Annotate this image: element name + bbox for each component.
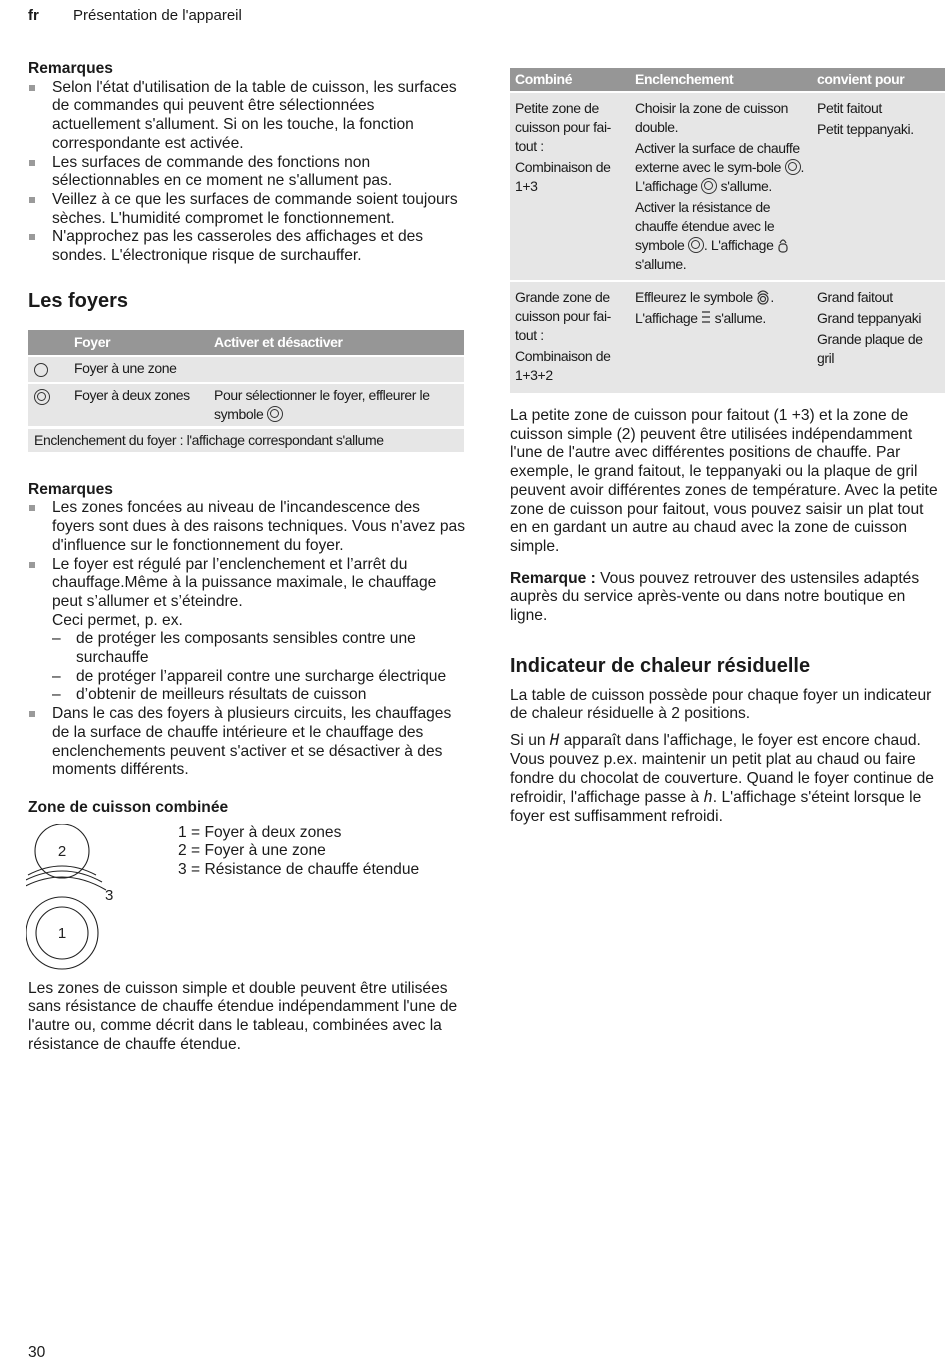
double-ring-display-icon xyxy=(701,178,717,194)
table-row xyxy=(510,281,945,393)
list-item: N'approchez pas les casseroles des affichages et des sondes. L'électronique risque de surchauffer. xyxy=(28,228,465,265)
remarks-list xyxy=(28,79,465,266)
diagram-legend xyxy=(178,824,419,880)
cooking-zone-diagram xyxy=(26,824,136,974)
section-heading-residual: Indicateur de chaleur résiduelle xyxy=(510,654,811,677)
double-ring-icon xyxy=(785,159,801,175)
subsection-title: Zone de cuisson combinée xyxy=(28,798,229,816)
table-row xyxy=(28,383,464,428)
zones-paragraph: La petite zone de cuisson pour faitout (1 +3) et la zone de cuisson simple (2) peuvent être utilisées indépendamment l'une de l'autre avec différentes positions de chauffe. Par exemple, le grand faitout, le teppanyaki ou la plaque de gril peuvent avoir différentes zones de température. Avec la petite zone de cuisson pour faitout, vous pouvez saisir un plat tout en en gardant un autre au chaud avec la zone de cuisson simple. xyxy=(510,407,938,555)
remark-paragraph: Remarque : Vous pouvez retrouver des ustensiles adaptés auprès du service après-vente ou dans notre boutique en ligne. xyxy=(510,569,920,625)
combined-zone-figure xyxy=(28,824,465,974)
double-ring-icon xyxy=(688,237,704,253)
diagram-label-2: 2 xyxy=(57,842,67,860)
legend-item: 3 = Résistance de chauffe étendue xyxy=(178,861,420,879)
foyers-table xyxy=(28,330,464,452)
left-column xyxy=(28,60,465,1055)
table-row xyxy=(28,356,464,383)
list-item: Selon l'état d'utilisation de la table de cuisson, les surfaces de commandes qui peuvent être sélectionnées actuellement s'allument. Si on les touche, la fonction correspondante est activée. xyxy=(28,79,465,154)
diagram-label-3: 3 xyxy=(105,886,114,904)
single-ring-icon xyxy=(34,363,48,377)
header-title: Présentation de l'appareil xyxy=(73,7,242,24)
list-item: – de protéger les composants sensibles contre une surchauffe xyxy=(52,630,465,667)
table-cell: Foyer à une zone xyxy=(68,356,208,383)
remarks-title: Remarques xyxy=(28,480,113,498)
section-heading-foyers: Les foyers xyxy=(28,289,129,312)
list-item: – de protéger l’appareil contre une surcharge électrique xyxy=(52,668,465,687)
triple-bar-display-icon xyxy=(701,310,711,325)
page-number: 30 xyxy=(28,1344,46,1361)
residual-heat-h-glyph: h xyxy=(703,788,713,807)
dash-list xyxy=(52,630,465,705)
page-header xyxy=(28,7,242,24)
table-cell: Petit faitout Petit teppanyaki. xyxy=(812,92,945,281)
combination-table xyxy=(510,68,945,393)
table-header: Enclenchement xyxy=(630,68,812,92)
list-item: Le foyer est régulé par l’enclenchement et l’arrêt du chauffage.Même à la puissance maximale, le chauffage peut s’allumer et s’éteindre. Ceci permet, p. ex. – de protéger les composants sensibles contre une surchauffe – de protéger l’appareil contre une surcharge électrique – d’obtenir de meilleurs résultats de cuisson xyxy=(28,556,465,706)
table-cell: Pour sélectionner le foyer, effleurer le symbole xyxy=(208,383,464,428)
extended-zone-display-icon xyxy=(777,236,789,253)
remarks-title: Remarques xyxy=(28,60,113,77)
diagram-label-1: 1 xyxy=(57,924,67,942)
list-item: Les zones foncées au niveau de l'incandescence des foyers sont dues à des raisons techniques. Vous n'avez pas d'influence sur le fonctionnement du foyer. xyxy=(28,499,465,555)
language-code: fr xyxy=(28,7,39,24)
table-header: Activer et désactiver xyxy=(208,330,464,356)
extended-zone-symbol-icon xyxy=(756,288,770,305)
table-header: Combiné xyxy=(510,68,630,92)
table-cell: Grande zone de cuisson pour fai-tout : Combinaison de 1+3+2 xyxy=(510,281,630,393)
double-ring-icon xyxy=(34,389,50,405)
table-cell: Foyer à deux zones xyxy=(68,383,208,428)
table-header: Foyer xyxy=(68,330,208,356)
list-item: – d’obtenir de meilleurs résultats de cuisson xyxy=(52,686,465,705)
residual-paragraph: Si un H apparaît dans l'affichage, le foyer est encore chaud. Vous pouvez p.ex. maintenir un petit plat au chaud ou faire fondre du chocolat de couverture. Quand le foyer continue de refroidir, l'affichage passe à h. L'affichage s'éteint lorsque le foyer est suffisamment refroidi. xyxy=(510,731,934,825)
table-row xyxy=(28,427,464,452)
table-cell: Effleurez le symbole . L'affichage s'allume. xyxy=(630,281,812,393)
table-cell: Petite zone de cuisson pour fai-tout : Combinaison de 1+3 xyxy=(510,92,630,281)
right-column xyxy=(510,68,945,827)
table-cell: Choisir la zone de cuisson double. Activer la surface de chauffe externe avec le sym-bole . L'affichage s'allume. Activer la résistance de chauffe étendue avec le symbole . L'affichage s'allume. xyxy=(630,92,812,281)
list-item: Les surfaces de commande des fonctions non sélectionnables en ce moment ne s'allument pas. xyxy=(28,154,465,191)
table-header: convient pour xyxy=(812,68,945,92)
list-item: Veillez à ce que les surfaces de commande soient toujours sèches. L'humidité compromet le fonctionnement. xyxy=(28,191,465,228)
combined-zone-text: Les zones de cuisson simple et double peuvent être utilisées sans résistance de chauffe étendue indépendamment l'une de l'autre ou, comme décrit dans le tableau, combinées avec la résistance de chauffe étendue. xyxy=(28,979,458,1053)
remarks-list xyxy=(28,499,465,780)
table-footer: Enclenchement du foyer : l'affichage correspondant s'allume xyxy=(28,427,464,452)
double-ring-icon xyxy=(267,406,283,422)
table-row xyxy=(510,92,945,281)
list-item: Dans le cas des foyers à plusieurs circuits, les chauffages de la surface de chauffe intérieure et le chauffage des enclenchements peuvent s'activer et se désactiver à des moments différents. xyxy=(28,705,465,780)
residual-heat-H-glyph: H xyxy=(549,731,560,750)
legend-item: 2 = Foyer à une zone xyxy=(178,842,326,860)
table-cell: Grand faitout Grand teppanyaki Grande plaque de gril xyxy=(812,281,945,393)
legend-item: 1 = Foyer à deux zones xyxy=(178,823,342,841)
residual-paragraph: La table de cuisson possède pour chaque foyer un indicateur de chaleur résiduelle à 2 positions. xyxy=(510,686,932,723)
